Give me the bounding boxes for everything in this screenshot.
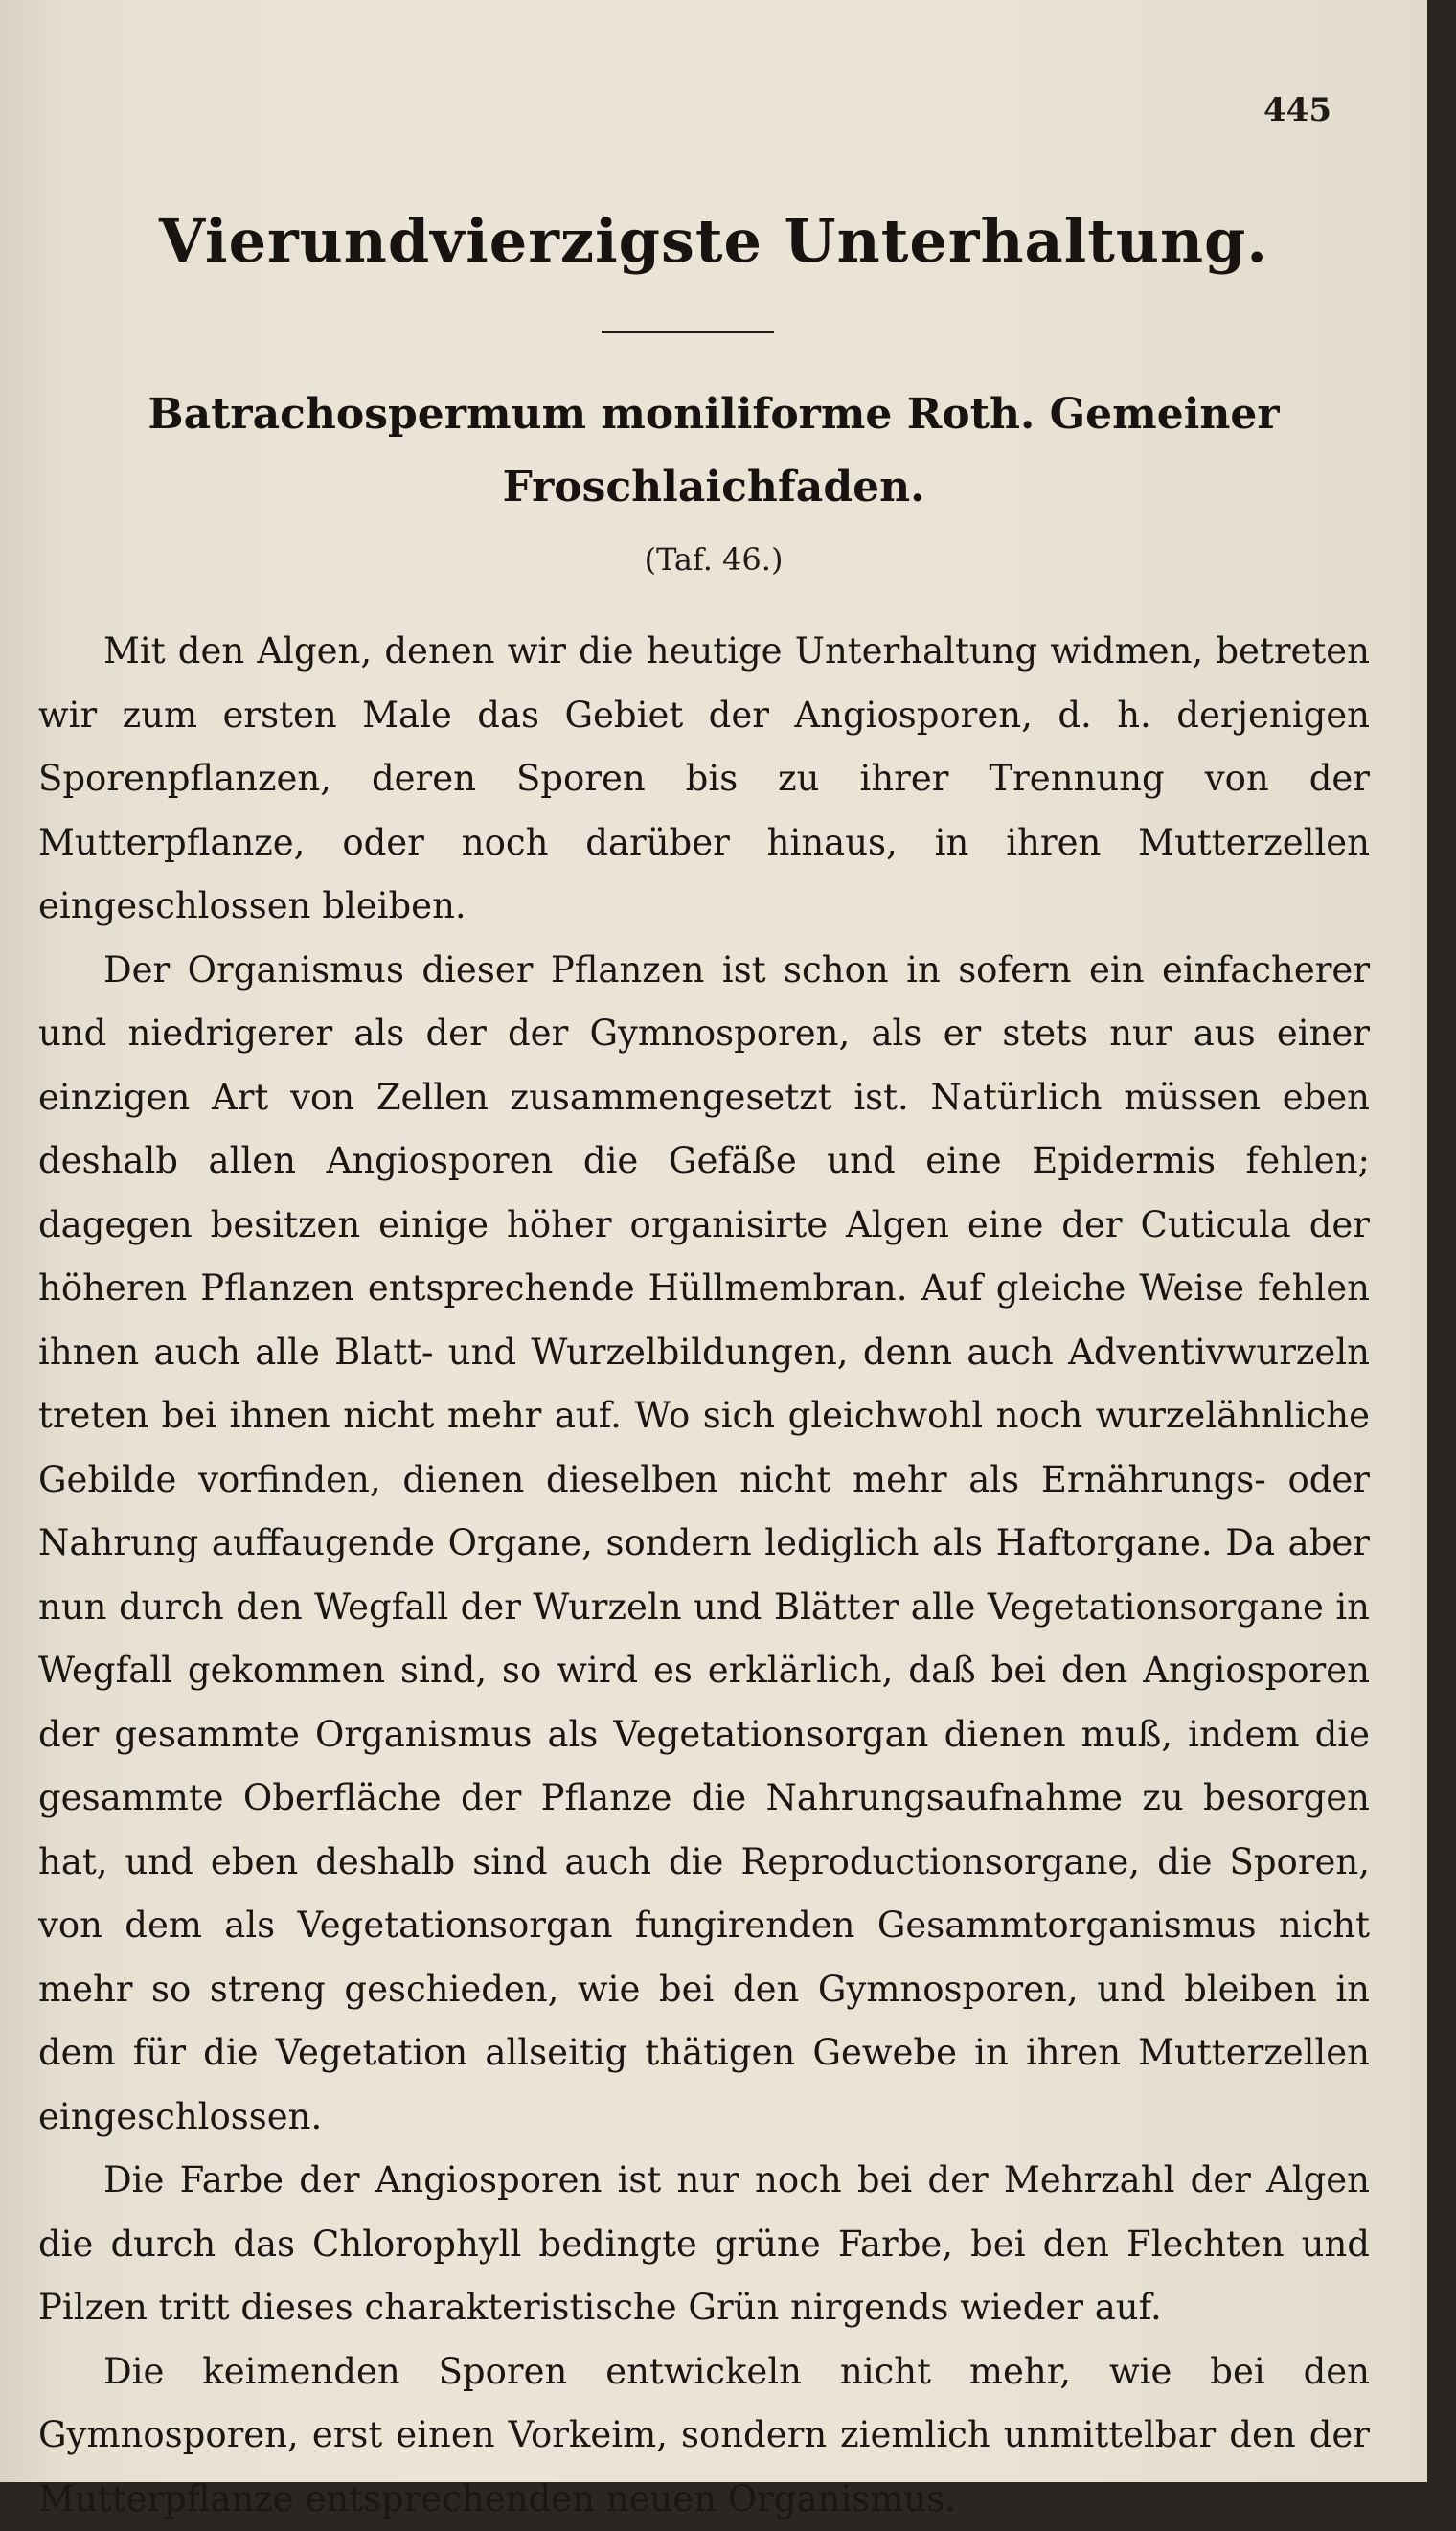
- title-divider: [602, 331, 774, 333]
- page-number: 445: [1263, 91, 1331, 129]
- section-title: Batrachospermum moniliforme Roth. Gemeiner Froschlaichfaden.: [77, 378, 1351, 524]
- paragraph: Die Farbe der Angiosporen ist nur noch bei der Mehrzahl der Algen die durch das Chlorophyll bedingte grüne Farbe, bei den Flechten und Pilzen tritt dieses charakteristische Grün nirgends wieder auf.: [38, 2149, 1370, 2340]
- plate-reference: (Taf. 46.): [0, 541, 1427, 578]
- chapter-title: Vierundvierzigste Unterhaltung.: [0, 206, 1427, 276]
- paragraph: Mit den Algen, denen wir die heutige Unterhaltung widmen, betreten wir zum ersten Male das Gebiet der Angiosporen, d. h. derjenigen Sporenpflanzen, deren Sporen bis zu ihrer Trennung von der Mutterpflanze, oder noch darüber hinaus, in ihren Mutterzellen eingeschlossen bleiben.: [38, 620, 1370, 939]
- paragraph: Die keimenden Sporen entwickeln nicht mehr, wie bei den Gymnosporen, erst einen Vorkeim, sondern ziemlich unmittelbar den der Mutterpflanze entsprechenden neuen Organismus.: [38, 2340, 1370, 2531]
- paragraph: Der Organismus dieser Pflanzen ist schon in sofern ein einfacherer und niedrigerer als der der Gymnosporen, als er stets nur aus einer einzigen Art von Zellen zusammengesetzt ist. Natürlich müssen eben deshalb allen Angiosporen die Gefäße und eine Epidermis fehlen; dagegen besitzen einige höher organisirte Algen eine der Cuticula der höheren Pflanzen entsprechende Hüllmembran. Auf gleiche Weise fehlen ihnen auch alle Blatt- und Wurzelbildungen, denn auch Adventivwurzeln treten bei ihnen nicht mehr auf. Wo sich gleichwohl noch wurzelähnliche Gebilde vorfinden, dienen dieselben nicht mehr als Ernährungs- oder Nahrung auffaugende Organe, sondern lediglich als Haftorgane. Da aber nun durch den Wegfall der Wurzeln und Blätter alle Vegetationsorgane in Wegfall gekommen sind, so wird es erklärlich, daß bei den Angiosporen der gesammte Organismus als Vegetationsorgan dienen muß, indem die gesammte Oberfläche der Pflanze die Nahrungsaufnahme zu besorgen hat, und eben deshalb sind auch die Reproductionsorgane, die Sporen, von dem als Vegetationsorgan fungirenden Gesammtorganismus nicht mehr so streng geschieden, wie bei den Gymnosporen, und bleiben in dem für die Vegetation allseitig thätigen Gewebe in ihren Mutterzellen eingeschlossen.: [38, 939, 1370, 2150]
- body-text: [38, 620, 1370, 2531]
